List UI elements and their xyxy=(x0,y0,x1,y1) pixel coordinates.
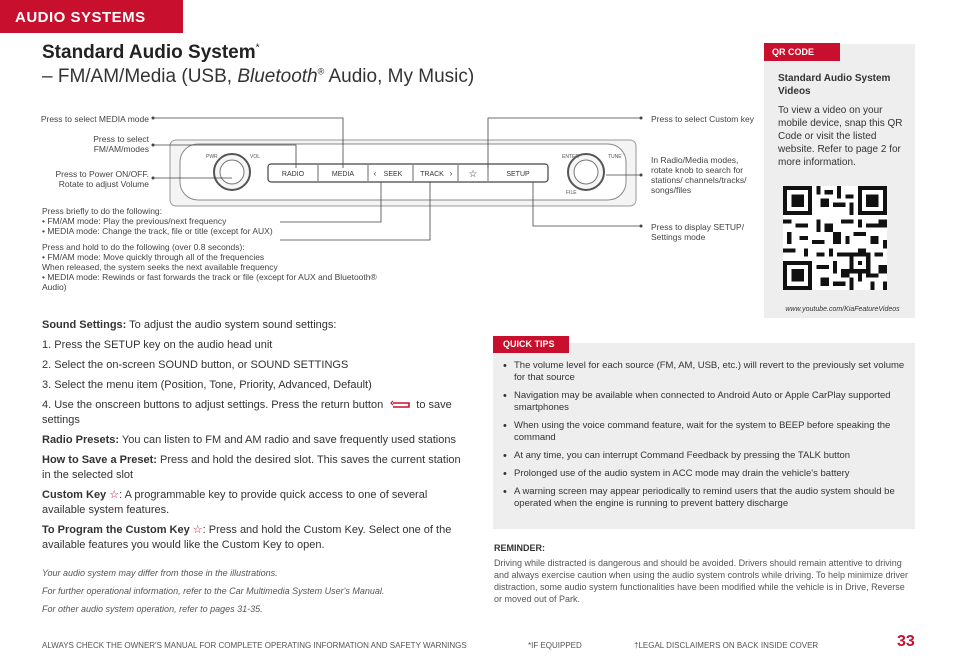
step-3: 3. Select the menu item (Position, Tone, Priority, Advanced, Default) xyxy=(42,379,372,391)
star-icon: ☆ xyxy=(192,524,203,536)
qr-tag: QR CODE xyxy=(764,43,840,61)
callout-hold: Press and hold to do the following (over 0.8 seconds): • FM/AM mode: Move quickly through all of the frequencies When released, the system seeks the next available frequency • MEDIA mode: Rewinds or fast forwards the track or file (except for AUX and Bluetooth® Audio) xyxy=(42,242,377,292)
callout-media-mode: Press to select MEDIA mode xyxy=(40,114,149,124)
media-button: MEDIA xyxy=(331,171,355,178)
sound-settings-para: Sound Settings: To adjust the audio system sound settings: xyxy=(42,319,337,331)
disclaimer-notes: Your audio system may differ from those in the illustrations. For further operational information, refer to the Car Multimedia System User's Manual. For other audio system operation, refer to pages 31-35. xyxy=(42,568,385,614)
tip-item: • At any time, you can interrupt Command Feedback by pressing the TALK button xyxy=(497,450,905,462)
save-preset-para: How to Save a Preset: Press and hold the desired slot. This saves the current station in the selected slot xyxy=(42,454,461,481)
page-title: Standard Audio System* xyxy=(42,42,260,63)
setup-button: SETUP xyxy=(506,171,530,178)
footer-legal: †LEGAL DISCLAIMERS ON BACK INSIDE COVER xyxy=(634,641,819,650)
qr-url[interactable]: www.youtube.com/KiaFeatureVideos xyxy=(785,306,900,313)
step-4: 4. Use the onscreen buttons to adjust settings. Press the return button to save settings xyxy=(42,399,452,426)
seek-button: SEEK xyxy=(383,171,403,178)
callout-setup: Press to display SETUP/ Settings mode xyxy=(651,222,745,242)
audio-head-unit xyxy=(168,138,638,208)
qr-description: To view a video on your mobile device, snap this QR Code or visit the listed website. Refer to page 2 for more information. xyxy=(778,105,903,168)
svg-text:TUNE: TUNE xyxy=(608,154,622,160)
settings-section xyxy=(42,318,472,558)
svg-text:VOL: VOL xyxy=(250,154,261,160)
track-button: TRACK xyxy=(420,171,444,178)
section-tab: AUDIO SYSTEMS xyxy=(0,0,183,33)
radio-button: RADIO xyxy=(281,171,305,178)
svg-text:PWR: PWR xyxy=(206,154,218,160)
tip-item: • When using the voice command feature, wait for the system to BEEP before speaking the command xyxy=(497,420,905,444)
callout-power: Press to Power ON/OFF. Rotate to adjust Volume xyxy=(55,169,149,189)
star-icon: ☆ xyxy=(109,489,120,501)
svg-text:‹: ‹ xyxy=(373,169,377,178)
svg-text:ENTER: ENTER xyxy=(562,154,579,160)
callout-briefly: Press briefly to do the following: • FM/AM mode: Play the previous/next frequency • MEDIA mode: Change the track, file or title (except for AUX) xyxy=(42,206,273,236)
callout-fmam-mode: Press to select FM/AM/modes xyxy=(93,134,149,154)
program-custom-key-para: To Program the Custom Key ☆: Press and hold the Custom Key. Select one of the available features you would like the Custom Key to open. xyxy=(42,524,452,551)
svg-text:FILE: FILE xyxy=(566,190,577,196)
tip-item: • A warning screen may appear periodically to remind users that the audio system should be operated when the engine is running to prevent battery discharge xyxy=(497,486,905,510)
callout-custom-key: Press to select Custom key xyxy=(651,114,754,124)
reminder-text: Driving while distracted is dangerous and should be avoided. Drivers should remain attentive to driving and always exercise caution when using the audio system controls while driving. To help minimize driver distraction, some audio system functionalities have been modified while the vehicle is in Drive, Reverse or moved out of Park. xyxy=(494,558,909,604)
svg-text:›: › xyxy=(449,169,453,178)
reminder-title: REMINDER: xyxy=(494,543,545,553)
page-subtitle: – FM/AM/Media (USB, Bluetooth® Audio, My Music) xyxy=(42,66,475,87)
quick-tips-list xyxy=(497,360,905,516)
tip-item: • Navigation may be available when connected to Android Auto or Apple CarPlay supported smartphones xyxy=(497,390,905,414)
callout-tune: In Radio/Media modes, rotate knob to search for stations/ channels/tracks/ songs/files xyxy=(651,155,747,195)
step-1: 1. Press the SETUP key on the audio head unit xyxy=(42,339,273,351)
step-2: 2. Select the on-screen SOUND button, or SOUND SETTINGS xyxy=(42,359,349,371)
quick-tips-tag: QUICK TIPS xyxy=(493,336,569,353)
qr-code-image[interactable] xyxy=(783,186,887,290)
radio-presets-para: Radio Presets: You can listen to FM and AM radio and save frequently used stations xyxy=(42,434,456,446)
page-number: 33 xyxy=(897,633,915,650)
qr-title: Standard Audio System Videos xyxy=(778,73,891,97)
footer-warning: ALWAYS CHECK THE OWNER'S MANUAL FOR COMPLETE OPERATING INFORMATION AND SAFETY WARNINGS xyxy=(42,641,467,650)
custom-star-button: ☆ xyxy=(468,169,478,180)
return-icon xyxy=(390,400,412,410)
tip-item: • The volume level for each source (FM, AM, USB, etc.) will revert to the previously set volume for that source xyxy=(497,360,905,384)
footer-equipped: *IF EQUIPPED xyxy=(528,641,582,650)
tip-item: • Prolonged use of the audio system in ACC mode may drain the vehicle's battery xyxy=(497,468,905,480)
custom-key-para: Custom Key ☆: A programmable key to provide quick access to one of several available system features. xyxy=(42,489,428,516)
